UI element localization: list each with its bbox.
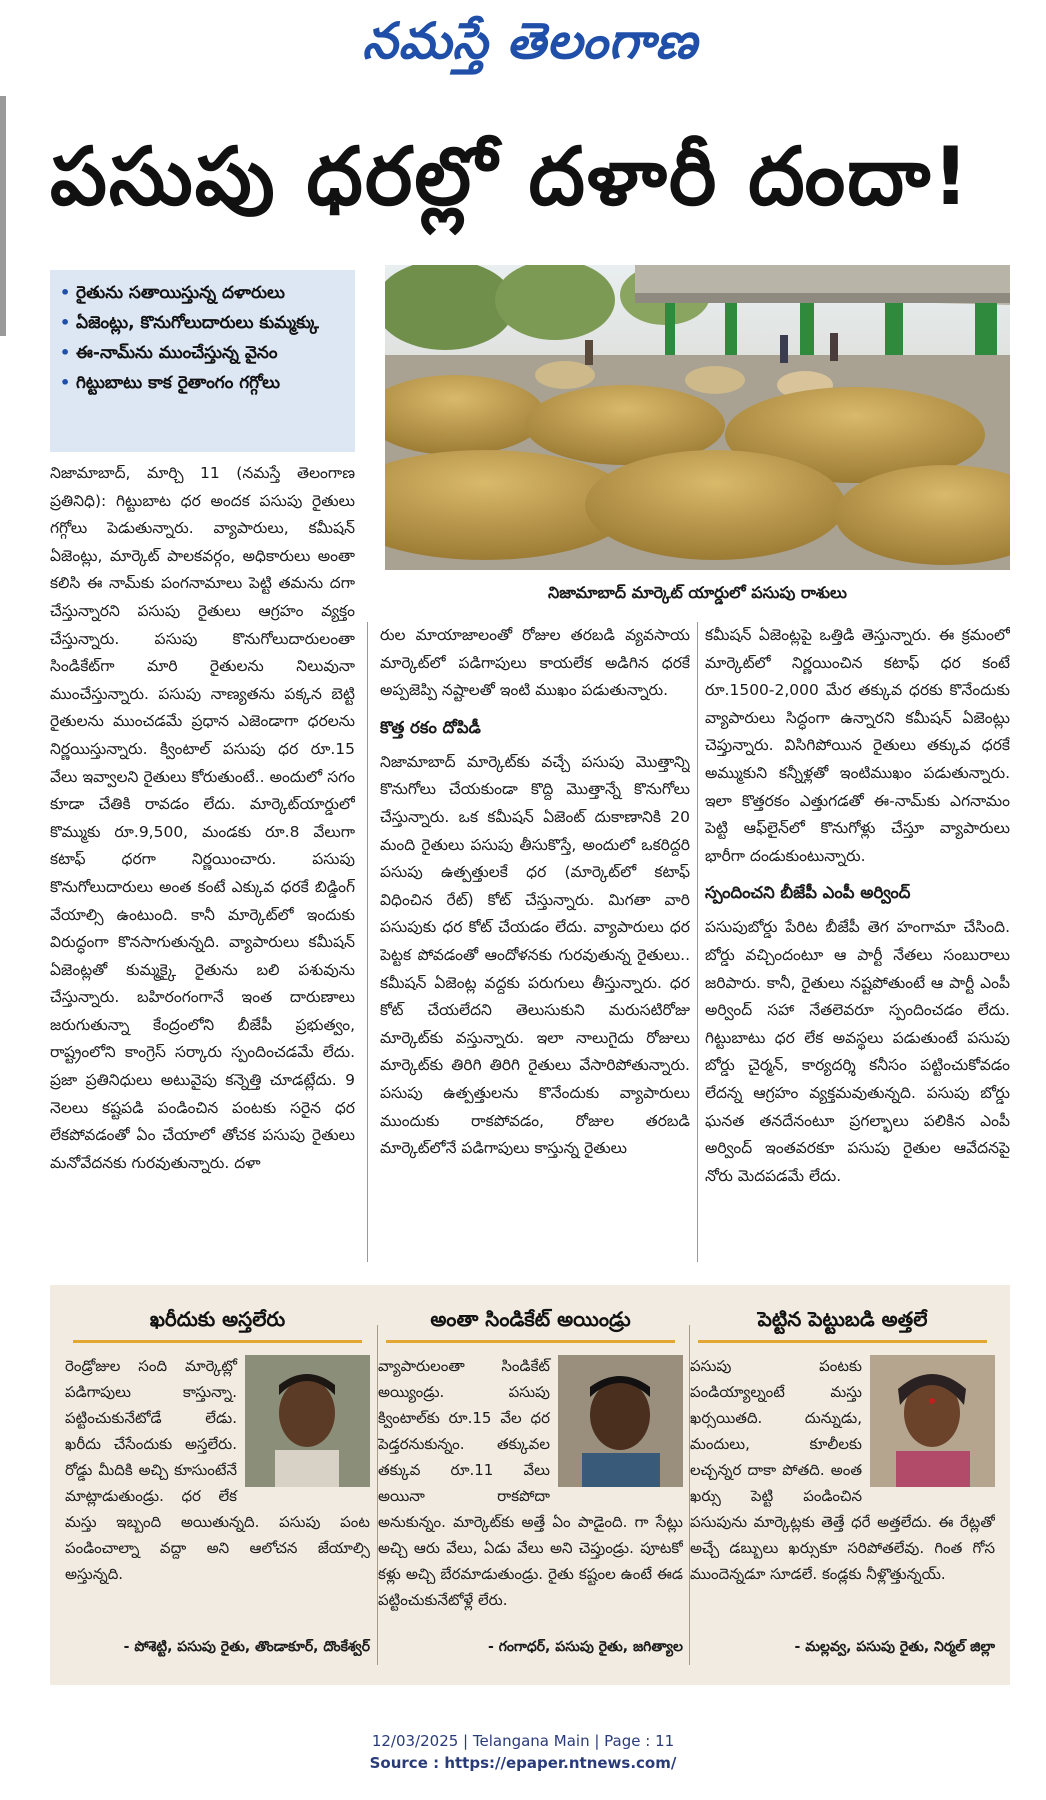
highlight-item: • ఏజెంట్లు, కొనుగోలుదారులు కుమ్మక్కు (60, 308, 345, 338)
farmer-quotes-band (50, 1285, 1010, 1685)
article-paragraph: పసుపుబోర్డు పేరిట బీజేపీ తెగ హంగామా చేసింది. బోర్డు వచ్చిందంటూ ఆ పార్టీ నేతలు సంబురాలు జరిపారు. కానీ, రైతులు నష్టపోతుంటే ఆ పార్టీ ఎంపీ అర్వింద్‌ సహా నేతలెవరూ స్పందించడం లేదు. గిట్టుబాటు ధర లేక అవస్థలు పడుతుంటే పసుపు బోర్డు చైర్మన్‌, కార్యదర్శి కనీసం పట్టించుకోవడం లేదన్న ఆగ్రహం వ్యక్తమవుతున్నది. పసుపు బోర్డు ఘనత తనదేనంటూ ప్రగల్భాలు పలికిన ఎంపీ అర్వింద్‌ ఇంతవరకూ పసుపు రైతుల ఆవేదనపై నోరు మెదపడమే లేదు. (705, 918, 1010, 1185)
highlight-item: • రైతును సతాయిస్తున్న దళారులు (60, 278, 345, 308)
bullet-icon: • (60, 283, 71, 302)
article-paragraph: కమీషన్‌ ఏజెంట్లపై ఒత్తిడి తెస్తున్నారు. ఈ క్రమంలో మార్కెట్‌లో నిర్ణయించిన కటాఫ్‌ ధర కంటే రూ.1500-2,000 మేర తక్కువ ధరకు కొనేందుకు వ్యాపారులు సిద్ధంగా ఉన్నారని కమీషన్‌ ఏజెంట్లు చెప్తున్నారు. విసిగిపోయిన రైతులు తక్కువ ధరకే అమ్ముకుని కన్నీళ్లతో ఇంటిముఖం పడుతున్నారు. ఇలా కొత్తరకం ఎత్తుగడతో ఈ-నామ్‌కు ఎగనామం పెట్టి ఆఫ్‌లైన్‌లో కొనుగోళ్లు చేస్తూ వ్యాపారులు భారీగా దండుకుంటున్నారు. (705, 626, 1010, 865)
quote-title: పెట్టిన పెట్టుబడి అత్తలే (698, 1295, 987, 1343)
quote-body-wrap (378, 1353, 683, 1633)
quote-title: అంతా సిండికేట్‌ అయిండ్రు (386, 1295, 675, 1343)
column-divider (367, 622, 368, 1262)
bullet-icon: • (60, 313, 71, 332)
quote-text: రెండ్రోజుల సంది మార్కెట్లో పడిగాపులు కాస్తున్నా. పట్టించుకునేటోడే లేడు. ఖరీదు చేసేందుకు అస్తలేరు. రోడ్డు మీదికి అచ్చి కూసుంటేనే మాట్లాడుతుండ్రు. ధర లేక మస్తు ఇబ్బంది అయితున్నది. పసుపు పంట పండించాల్నా వద్దా అని ఆలోచన జేయాల్సి అస్తున్నది. (65, 1357, 370, 1583)
quote-credit: - మల్లవ్వ, పసుపు రైతు, నిర్మల్‌ జిల్లా (794, 1639, 995, 1655)
page-footer (0, 1730, 1046, 1790)
article-paragraph: నిజామాబాద్‌ మార్కెట్‌కు వచ్చే పసుపు మొత్తాన్ని కొనుగోలు చేయకుండా కొద్ది మొత్తాన్నే కొనుగోలు చేస్తున్నారు. ఒక కమీషన్‌ ఏజెంట్‌ దుకాణానికి 20 మంది రైతులు పసుపు తీసుకొస్తే, అందులో ఒకరిద్దరి పసుపు ఉత్పత్తులకే ధర (మార్కెట్‌లో కటాఫ్‌ విధించిన రేట్‌) కోట్‌ చేస్తున్నారు. మిగతా వారి పసుపుకు ధర కోట్‌ చేయడం లేదు. వ్యాపారులు ధర పెట్టక పోవడంతో ఆందోళనకు గురవుతున్న రైతులు.. కమీషన్‌ ఏజెంట్ల వద్దకు పరుగులు తీస్తున్నారు. ధర కోట్‌ చేయలేదని తెలుసుకుని మరుసటిరోజు మార్కెట్‌కు వస్తున్నారు. ఇలా నాలుగైదు రోజులు మార్కెట్‌కు తిరిగి తిరిగి రైతులు వేసారిపోతున్నారు. పసుపు ఉత్పత్తులను కొనేందుకు వ్యాపారులు ముందుకు రాకపోవడం, రోజుల తరబడి మార్కెట్‌లోనే పడిగాపులు కాస్తున్న రైతులు (380, 752, 690, 1158)
article-paragraph: రుల మాయాజాలంతో రోజుల తరబడి వ్యవసాయ మార్కెట్‌లో పడిగాపులు కాయలేక అడిగిన ధరకే అప్పజెప్పి నష్టాలతో ఇంటి ముఖం పడుతున్నారు. (380, 626, 690, 700)
column-divider (697, 622, 698, 1262)
turmeric-heaps-image (385, 265, 1010, 570)
masthead (0, 0, 1046, 90)
bullet-icon: • (60, 373, 71, 392)
article-column-1 (50, 460, 355, 1260)
edition-info: 12/03/2025 | Telangana Main | Page : 11 (371, 1732, 675, 1750)
market-yard-photo (385, 265, 1010, 570)
highlights-box (50, 270, 355, 452)
farmer-portrait (245, 1355, 370, 1487)
quote-text: వ్యాపారులంతా సిండికేట్‌ అయ్యిండ్రు. పసుపు క్వింటాల్‌కు రూ.15 వేల ధర పెడ్తరనుకున్నం. తక్కువల తక్కువ రూ.11 వేలు అయినా రాకపోదా అనుకున్నం. మార్కెట్‌కు అత్తే ఏం పాడైంది. గా సేట్లు అచ్చి ఆరు వేలు, ఏడు వేలు అని చెప్తుండ్రు. పూటకో కళ్లు అచ్చి బేరమాడుతుండ్రు. రైతు కష్టంల ఉంటే ఈడ పట్టించుకునేటోళ్లే లేరు. (378, 1357, 683, 1609)
quote-credit: - గంగాధర్‌, పసుపు రైతు, జగిత్యాల (488, 1639, 683, 1655)
farmer-portrait (558, 1355, 683, 1487)
quote-credit: - పోశెట్టి, పసుపు రైతు, తొండాకూర్‌, దొంకేశ్వర్‌ (123, 1639, 370, 1655)
newspaper-title: నమస్తే తెలంగాణ (362, 11, 698, 70)
quote-title: ఖరీదుకు అస్తలేరు (73, 1295, 362, 1343)
highlight-item: • ఈ-నామ్‌ను ముంచేస్తున్న వైనం (60, 338, 345, 368)
farmer-portrait (870, 1355, 995, 1487)
quote-box (65, 1285, 370, 1685)
quote-box (378, 1285, 683, 1685)
subheading: స్పందించని బీజేపీ ఎంపీ అర్వింద్‌ (705, 883, 911, 903)
source-link[interactable]: Source : https://epaper.ntnews.com/ (369, 1754, 677, 1772)
photo-caption: నిజామాబాద్‌ మార్కెట్‌ యార్డులో పసుపు రాశులు (548, 583, 847, 602)
highlight-item: • గిట్టుబాటు కాక రైతాంగం గగ్గోలు (60, 368, 345, 398)
headline: పసుపు ధరల్లో దళారీ దందా! (50, 130, 971, 223)
article-column-2 (380, 622, 690, 1262)
quote-text: పసుపు పంటకు పండియ్యాల్నంటే మస్తు ఖర్సయితది. దున్నుడు, మందులు, కూలీలకు లచ్చన్నర దాకా పోతది. అంత ఖర్సు పెట్టి పండించిన పసుపును మార్కెట్లకు తెత్తే ధరే అత్తలేదు. ఈ రేట్లతో అచ్చే డబ్బులు ఖర్సుకూ సరిపోతలేవు. గింత గోస ముందెన్నడూ సూడలే. కండ్లకు నీళ్లొత్తున్నయ్‌. (690, 1357, 995, 1583)
article-paragraph: నిజామాబాద్‌, మార్చి 11 (నమస్తే తెలంగాణ ప్రతినిధి): గిట్టుబాట ధర అందక పసుపు రైతులు గగ్గోలు పెడుతున్నారు. వ్యాపారులు, కమీషన్‌ ఏజెంట్లు, మార్కెట్‌ పాలకవర్గం, అధికారులు అంతా కలిసి ఈ నామ్‌కు పంగనామాలు పెట్టి తమను దగా చేస్తున్నారని పసుపు రైతులు ఆగ్రహం వ్యక్తం చేస్తున్నారు. పసుపు కొనుగోలుదారులంతా సిండికేట్‌గా మారి రైతులను నిలువునా ముంచేస్తున్నారు. పసుపు నాణ్యతను పక్కన బెట్టి రైతులను ముంచడమే ప్రధాన ఎజెండాగా ధరలను నిర్ణయిస్తున్నారు. క్వింటాల్‌ పసుపు ధర రూ.15 వేలు ఇవ్వాలని రైతులు కోరుతుంటే.. అందులో సగం కూడా చేతికి రావడం లేదు. మార్కెట్‌యార్డులో కొమ్ముకు రూ.9,500, మండకు రూ.8 వేలుగా కటాఫ్‌ ధరగా నిర్ణయించారు. పసుపు కొనుగోలుదారులు అంత కంటే ఎక్కువ ధరకే బిడ్డింగ్‌ వేయాల్సి ఉంటుంది. కానీ మార్కెట్‌లో ఇందుకు విరుద్ధంగా కొనసాగుతున్నది. వ్యాపారులు కమీషన్‌ ఏజెంట్లతో కుమ్మక్కై రైతును బలి పశువును చేస్తున్నారు. బహిరంగంగానే ఇంత దారుణాలు జరుగుతున్నా కేంద్రంలోని బీజేపీ ప్రభుత్వం, రాష్ట్రంలోని కాంగ్రెస్‌ సర్కారు స్పందించడమే లేదు. ప్రజా ప్రతినిధులు అటువైపు కన్నెత్తి చూడట్లేదు. 9 నెలలు కష్టపడి పండించిన పంటకు సరైన ధర లేకపోవడంతో ఏం చేయాలో తోచక పసుపు రైతులు మనోవేదనకు గురవుతున్నారు. దళా (50, 464, 355, 1172)
quote-box (690, 1285, 995, 1685)
bullet-icon: • (60, 343, 71, 362)
article-column-3 (705, 622, 1010, 1262)
left-margin-rule (0, 96, 6, 336)
subheading: కొత్త రకం దోపిడీ (380, 717, 481, 737)
quote-body-wrap (65, 1353, 370, 1633)
quote-body-wrap (690, 1353, 995, 1633)
